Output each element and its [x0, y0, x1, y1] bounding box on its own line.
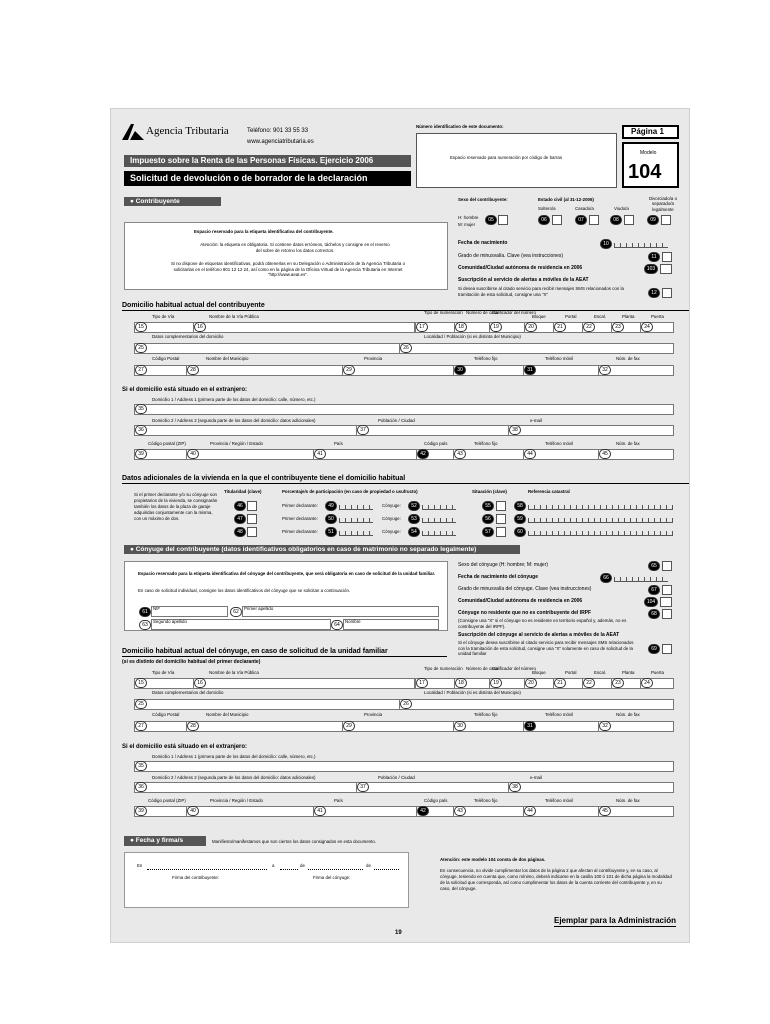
box-16: 16 — [194, 322, 206, 332]
field-26[interactable] — [399, 699, 674, 710]
municipio-label: Nombre del Municipio — [206, 712, 249, 717]
municipio-label: Nombre del Municipio — [206, 356, 249, 361]
field-35[interactable] — [134, 404, 674, 415]
primer-label-49: Primer declarante: — [282, 503, 318, 508]
box-49: 49 — [325, 501, 337, 511]
box-15: 15 — [135, 678, 147, 688]
situacion-input-56[interactable] — [496, 514, 506, 524]
conyuge-alertas-label: Suscripción del cónyuge al servicio de alertas a móviles de la AEAT — [458, 632, 620, 638]
dia-line[interactable] — [280, 869, 298, 870]
box-29: 29 — [343, 721, 355, 731]
prov-ext-label: Provincia / Región / Estado — [210, 441, 263, 446]
atencion-text: Atención: la etiqueta es obligatoria. Si contiene datos erróneos, táchelos y consigne en el reverso del sobre de retorno los datos correctos. — [200, 242, 390, 253]
box-103: 103 — [644, 264, 658, 274]
box-60: 60 — [514, 527, 526, 537]
cp-label: Código Postal — [152, 356, 180, 361]
field-25[interactable] — [134, 699, 400, 710]
box-35: 35 — [135, 404, 147, 414]
porcentaje-conyuge-52[interactable] — [422, 502, 456, 510]
domicilio-title: Domicilio habitual actual del contribuyente — [122, 302, 689, 311]
conyuge-sexo-label: Sexo del cónyuge (H: hombre; M: mujer) — [458, 562, 549, 568]
agency-name: Agencia Tributaria — [146, 125, 229, 137]
page-label: Página 1 — [631, 127, 664, 136]
referencia-label: Referencia catastral — [528, 489, 570, 494]
field-41[interactable] — [313, 806, 417, 817]
referencia-input-60[interactable] — [528, 528, 673, 536]
mujer-label: M: mujer — [458, 222, 476, 227]
box-58: 58 — [514, 501, 526, 511]
field-38[interactable] — [508, 425, 674, 436]
field-16[interactable] — [193, 678, 415, 689]
minusvalia-input[interactable] — [662, 252, 672, 262]
box-44: 44 — [524, 449, 536, 459]
referencia-input-58[interactable] — [528, 502, 673, 510]
box-23: 23 — [612, 678, 624, 688]
section-conyuge: ● Cónyuge del contribuyente (datos identificativos obligatorios en caso de matrimonio no separado legalmente) — [124, 545, 520, 554]
box-32: 32 — [599, 365, 611, 375]
cod-pais-label: Código país — [424, 441, 448, 446]
complementarios-label: Datos complementarios del domicilio — [152, 334, 224, 339]
primer-apellido-label: Primer apellido — [244, 606, 274, 611]
box-28: 28 — [187, 365, 199, 375]
situacion-input-55[interactable] — [496, 501, 506, 511]
box-24: 24 — [641, 322, 653, 332]
box-39: 39 — [135, 806, 147, 816]
box-57: 57 — [482, 527, 494, 537]
portal-label: Portal — [565, 670, 577, 675]
anio-line[interactable] — [374, 869, 399, 870]
field-26[interactable] — [399, 343, 674, 354]
fecha-en: En — [137, 863, 143, 868]
vivienda-title: Datos adicionales de la vivienda en la que el contribuyente tiene el domicilio habitual — [122, 475, 689, 484]
complementarios-label: Datos complementarios del domicilio — [152, 690, 224, 695]
field-36[interactable] — [134, 425, 357, 436]
box-51: 51 — [325, 527, 337, 537]
divorciado-checkbox[interactable] — [661, 215, 671, 225]
ejemplar-label: Ejemplar para la Administración — [554, 916, 676, 925]
viudo-label: Viudo/a — [614, 206, 629, 211]
email-label: e-mail — [530, 418, 542, 423]
hombre-label: H: hombre — [458, 215, 479, 220]
segundo-apellido-label: Segundo apellido — [153, 619, 187, 624]
conyuge-dom-title: Domicilio habitual actual del cónyuge, en caso de solicitud de la unidad familiar — [122, 648, 447, 657]
casado-checkbox[interactable] — [589, 215, 599, 225]
poblacion-label: Población / Ciudad — [378, 418, 415, 423]
puerta-label: Puerta — [651, 670, 664, 675]
box-63: 63 — [139, 620, 151, 630]
box-59: 59 — [514, 514, 526, 524]
conyuge-individual: En caso de solicitud individual, consigne los datos identificativos del cónyuge que se solicitan a continuación. — [138, 588, 351, 593]
no-residente-label: Cónyuge no residente que no es contribuyente del IRPF — [458, 610, 592, 616]
box-12: 12 — [648, 288, 660, 298]
numero-label: Número de casa — [466, 666, 499, 671]
fecha-a: a — [272, 863, 275, 868]
cod-pais-label: Código país — [424, 798, 448, 803]
conyuge-nacimiento-input[interactable] — [614, 574, 668, 582]
fecha-de2: de — [366, 863, 371, 868]
box-37: 37 — [357, 425, 369, 435]
section-contribuyente: ● Contribuyente — [124, 197, 221, 206]
sexo-label: Sexo del contribuyente: — [458, 197, 508, 202]
alertas-checkbox[interactable] — [662, 288, 672, 298]
box-16: 16 — [194, 678, 206, 688]
porcentaje-conyuge-53[interactable] — [422, 515, 456, 523]
box-42: 42 — [417, 806, 429, 816]
calif-label: Calificador del número — [492, 666, 536, 671]
puerta-label: Puerta — [651, 314, 664, 319]
doc-id-label: Número identificativo de este documento: — [416, 124, 504, 129]
titularidad-input-47[interactable] — [247, 514, 257, 524]
box-48: 48 — [234, 527, 246, 537]
box-18: 18 — [455, 678, 467, 688]
localidad-label: Localidad / Población (si es distinta del Municipio) — [424, 690, 521, 695]
primer-label-50: Primer declarante: — [282, 516, 318, 521]
conyuge-label-54: Cónyuge: — [382, 529, 401, 534]
viudo-checkbox[interactable] — [624, 215, 634, 225]
box-24: 24 — [641, 678, 653, 688]
fax-label: Núm. de fax — [616, 712, 640, 717]
box-30: 30 — [454, 721, 466, 731]
titularidad-input-46[interactable] — [247, 501, 257, 511]
box-10: 10 — [600, 239, 612, 249]
box-05: 05 — [485, 215, 497, 225]
box-26: 26 — [400, 699, 412, 709]
box-20: 20 — [525, 678, 537, 688]
box-35: 35 — [135, 761, 147, 771]
box-52: 52 — [408, 501, 420, 511]
conyuge-minusvalia-input[interactable] — [662, 585, 672, 595]
box-38: 38 — [509, 782, 521, 792]
box-20: 20 — [525, 322, 537, 332]
agency-web: www.agenciatributaria.es — [247, 139, 314, 145]
tipo-num-label: Tipo de numeración — [424, 310, 463, 315]
nombre-via-label: Nombre de la Vía Pública — [209, 314, 259, 319]
title-solicitud: Solicitud de devolución o de borrador de la declaración — [124, 171, 411, 186]
box-40: 40 — [187, 449, 199, 459]
box-19: 19 — [490, 678, 502, 688]
box-69: 69 — [648, 644, 660, 654]
nacimiento-input[interactable] — [614, 240, 668, 248]
box-15: 15 — [135, 322, 147, 332]
sexo-input[interactable] — [498, 215, 508, 225]
field-16[interactable] — [193, 322, 415, 333]
box-54: 54 — [408, 527, 420, 537]
conyuge-dom-sub: (si es distinto del domicilio habitual del primer declarante) — [122, 659, 261, 665]
dom1-label: Domicilio 1 / Address 1 (primera parte de los datos del domicilio: calle, número, etc.) — [152, 397, 316, 402]
field-25[interactable] — [134, 343, 400, 354]
section-contribuyente-label: Contribuyente — [135, 198, 180, 205]
tel-movil-ext-label: Teléfono móvil — [545, 441, 574, 446]
numero-label: Número de casa — [466, 310, 499, 315]
box-31: 31 — [524, 365, 536, 375]
vivienda-intro: Si el primer declarante y/o su cónyuge son propietarios de la vivienda, se consignarán también los datos de la plaza de garaje adquiridas conjuntamente con la misma, con un máximo de dos. — [134, 492, 218, 521]
box-23: 23 — [612, 322, 624, 332]
calif-label: Calificador del número — [492, 310, 536, 315]
box-41: 41 — [314, 449, 326, 459]
box-67: 67 — [648, 585, 660, 595]
alertas-text: Si desea suscribirse al citado servicio para recibir mensajes SMS relacionados con la tramitación de esta solicitud, consigne una "X" — [458, 286, 624, 297]
box-11: 11 — [648, 252, 660, 262]
dom2-label: Domicilio 2 / Address 2 (segunda parte de los datos del domicilio: datos adicionales) — [152, 418, 316, 423]
porcentaje-primer-50[interactable] — [339, 515, 373, 523]
conyuge-label-52: Cónyuge: — [382, 503, 401, 508]
firma-conyuge: Firma del cónyuge: — [313, 875, 351, 880]
box-68: 68 — [648, 609, 660, 619]
escal-label: Escal. — [594, 314, 606, 319]
box-08: 08 — [610, 215, 622, 225]
field-37[interactable] — [356, 782, 509, 793]
titularidad-input-48[interactable] — [247, 527, 257, 537]
porcentaje-label: Porcentaje/s de participación (en caso de propiedad o usufructo) — [282, 489, 418, 494]
barcode-area — [416, 133, 617, 188]
conyuge-sexo-input[interactable] — [662, 561, 672, 571]
alertas-label: Suscripción al servicio de alertas a móviles de la AEAT — [458, 277, 589, 283]
field-28[interactable] — [186, 365, 343, 376]
casado-label: Casado/a — [575, 206, 594, 211]
section-conyuge-label: Cónyuge del contribuyente (datos identificativos obligatorios en caso de matrimonio no separado legalmente) — [135, 546, 477, 553]
box-43: 43 — [454, 449, 466, 459]
conyuge-nacimiento-label: Fecha de nacimiento del cónyuge — [458, 574, 539, 580]
provincia-label: Provincia — [364, 356, 383, 361]
tipo-via-label: Tipo de Vía — [152, 314, 175, 319]
nacimiento-label: Fecha de nacimiento — [458, 240, 508, 246]
pais-label: País — [334, 441, 343, 446]
box-62: 62 — [230, 607, 242, 617]
nombre-label: Nombre — [345, 619, 361, 624]
field-28[interactable] — [186, 721, 343, 732]
situacion-label: Situación (clave) — [472, 489, 507, 494]
planta-label: Planta — [622, 314, 635, 319]
box-36: 36 — [135, 782, 147, 792]
box-07: 07 — [575, 215, 587, 225]
box-104: 104 — [644, 597, 658, 607]
porcentaje-conyuge-54[interactable] — [422, 528, 456, 536]
localidad-label: Localidad / Población (si es distinta del Municipio) — [424, 334, 521, 339]
box-45: 45 — [599, 449, 611, 459]
box-18: 18 — [455, 322, 467, 332]
field-40[interactable] — [186, 449, 314, 460]
box-44: 44 — [524, 806, 536, 816]
escal-label: Escal. — [594, 670, 606, 675]
box-36: 36 — [135, 425, 147, 435]
manifiesto: Manifiesto/manifestamos que son ciertos los datos consignados en esta documento. — [212, 839, 377, 844]
box-40: 40 — [187, 806, 199, 816]
tipo-via-label: Tipo de Vía — [152, 670, 175, 675]
box-31: 31 — [524, 721, 536, 731]
planta-label: Planta — [622, 670, 635, 675]
no-dispone-text: Si no dispone de etiquetas identificativas, podrá obtenerlas en su Delegación o Administración de la Agencia Tributaria o solicitarlas en el teléfono 901 12 12 24, así como en la página de la Oficina Virtual de la Agencia Tributaria en Internet "http://www.aeat.es". — [170, 261, 406, 278]
box-21: 21 — [554, 322, 566, 332]
box-27: 27 — [135, 365, 147, 375]
box-17: 17 — [416, 678, 428, 688]
bloque-label: Bloque — [532, 314, 546, 319]
modelo-number: 104 — [628, 161, 662, 183]
porcentaje-primer-49[interactable] — [339, 502, 373, 510]
soltero-label: Soltero/a — [538, 206, 556, 211]
box-50: 50 — [325, 514, 337, 524]
box-66: 66 — [600, 573, 612, 583]
prov-ext-label: Provincia / Región / Estado — [210, 798, 263, 803]
fecha-de1: de — [300, 863, 305, 868]
titularidad-label: Titularidad (clave) — [224, 489, 262, 494]
dom2-label: Domicilio 2 / Address 2 (segunda parte de los datos del domicilio: datos adicionales) — [152, 775, 316, 780]
lugar-line[interactable] — [147, 869, 267, 870]
referencia-input-59[interactable] — [528, 515, 673, 523]
portal-label: Portal — [565, 314, 577, 319]
box-42: 42 — [417, 449, 429, 459]
agency-logo-icon — [122, 124, 144, 140]
field-29[interactable] — [342, 721, 454, 732]
conyuge-comunidad-label: Comunidad/Ciudad autónoma de residencia en 2006 — [458, 598, 583, 604]
section-fecha-label: Fecha y firma/s — [135, 837, 184, 844]
box-61: 61 — [139, 607, 151, 617]
dom1-label: Domicilio 1 / Address 1 (primera parte de los datos del domicilio: calle, número, etc.) — [152, 754, 316, 759]
field-40[interactable] — [186, 806, 314, 817]
atencion-title: Atención: este modelo 104 consta de dos páginas. — [440, 857, 546, 862]
agency-phone: Teléfono: 901 33 55 33 — [247, 128, 309, 134]
tel-fijo-ext-label: Teléfono fijo — [474, 798, 498, 803]
fax-label: Núm. de fax — [616, 356, 640, 361]
page-number: 19 — [395, 930, 402, 936]
nif-field[interactable] — [151, 606, 228, 617]
box-21: 21 — [554, 678, 566, 688]
nombre-via-label: Nombre de la Vía Pública — [209, 670, 259, 675]
box-06: 06 — [538, 215, 550, 225]
title-irpf: Impuesto sobre la Renta de las Personas Físicas. Ejercicio 2006 — [124, 155, 411, 167]
conyuge-alertas-text: Si el cónyuge desea suscribirse al citado servicio para recibir mensajes SMS relacionados con la tramitación de esta solicitud, consigne una "X" solamente en caso de solicitud de la unidad familiar — [458, 640, 634, 657]
field-41[interactable] — [313, 449, 417, 460]
email-label: e-mail — [530, 775, 542, 780]
poblacion-label: Población / Ciudad — [378, 775, 415, 780]
soltero-checkbox[interactable] — [552, 215, 562, 225]
reserved-title: Espacio reservado para la etiqueta identificativa del contribuyente. — [194, 229, 334, 234]
pais-label: País — [334, 798, 343, 803]
fax-ext-label: Núm. de fax — [616, 441, 640, 446]
box-43: 43 — [454, 806, 466, 816]
box-65: 65 — [648, 561, 660, 571]
tel-fijo-label: Teléfono fijo — [474, 712, 498, 717]
minusvalia-label: Grado de minusvalía. Clave (vea instrucciones) — [458, 253, 564, 259]
box-47: 47 — [234, 514, 246, 524]
field-37[interactable] — [356, 425, 509, 436]
box-38: 38 — [509, 425, 521, 435]
nif-label: NIF — [153, 606, 161, 611]
field-38[interactable] — [508, 782, 674, 793]
no-residente-checkbox[interactable] — [662, 609, 672, 619]
box-46: 46 — [234, 501, 246, 511]
cp-zip-label: Código postal (ZIP) — [148, 798, 186, 803]
estado-civil-label: Estado civil (al 31-12-2006) — [538, 197, 594, 202]
box-28: 28 — [187, 721, 199, 731]
tel-fijo-label: Teléfono fijo — [474, 356, 498, 361]
porcentaje-primer-51[interactable] — [339, 528, 373, 536]
section-fecha: ● Fecha y firma/s — [124, 836, 206, 846]
extranjero-title: Si el domicilio está situado en el extranjero: — [122, 387, 248, 393]
box-53: 53 — [408, 514, 420, 524]
tel-movil-label: Teléfono móvil — [545, 712, 574, 717]
field-35[interactable] — [134, 761, 674, 772]
box-29: 29 — [343, 365, 355, 375]
conyuge-reserved: Espacio reservado para la etiqueta identificativa del cónyuge del contribuyente, que será obligatoria en caso de solicitud de la unidad familiar. — [138, 571, 436, 576]
box-19: 19 — [490, 322, 502, 332]
firma-contribuyente: Firma del contribuyente: — [172, 875, 220, 880]
conyuge-alertas-checkbox[interactable] — [662, 644, 672, 654]
no-residente-text: (Consigne una "X" si el cónyuge no es residente en territorio español y, además, no es contribuyente del IRPF). — [458, 618, 627, 629]
box-37: 37 — [357, 782, 369, 792]
comunidad-label: Comunidad/Ciudad autónoma de residencia en 2006 — [458, 265, 583, 271]
box-64: 64 — [331, 620, 343, 630]
box-55: 55 — [482, 501, 494, 511]
cp-label: Código Postal — [152, 712, 180, 717]
fax-ext-label: Núm. de fax — [616, 798, 640, 803]
situacion-input-57[interactable] — [496, 527, 506, 537]
atencion-body: En consecuencia, no olvide cumplimentar los datos de la página 2 que afectan al contribuyente y, en su caso, al cónyuge, teniendo en cuenta que, como mínimo, deberá indicarse en la casilla 100 ó 101 de dicha página la modalidad de la solicitud que corresponda, así como cumplimentar los datos de la cuenta corriente del contribuyente y, en su caso, del cónyuge. — [440, 868, 672, 891]
divorciado-label: Divorciado/a o separado/a legalmente — [648, 196, 678, 212]
tel-movil-label: Teléfono móvil — [545, 356, 574, 361]
tel-movil-ext-label: Teléfono móvil — [545, 798, 574, 803]
box-22: 22 — [583, 678, 595, 688]
conyuge-minusvalia-label: Grado de minusvalía del cónyuge. Clave (vea instrucciones) — [458, 586, 592, 592]
box-25: 25 — [135, 699, 147, 709]
tel-fijo-ext-label: Teléfono fijo — [474, 441, 498, 446]
conyuge-extranjero-title: Si el domicilio está situado en el extranjero: — [122, 744, 248, 750]
field-29[interactable] — [342, 365, 454, 376]
box-32: 32 — [599, 721, 611, 731]
box-26: 26 — [400, 343, 412, 353]
provincia-label: Provincia — [364, 712, 383, 717]
box-09: 09 — [647, 215, 659, 225]
barcode-reserved-text: Espacio reservado para numeración por código de barras — [450, 155, 563, 160]
primer-label-51: Primer declarante: — [282, 529, 318, 534]
modelo-label: Modelo — [640, 150, 657, 156]
box-41: 41 — [314, 806, 326, 816]
conyuge-label-53: Cónyuge: — [382, 516, 401, 521]
box-25: 25 — [135, 343, 147, 353]
box-17: 17 — [416, 322, 428, 332]
tipo-num-label: Tipo de numeración — [424, 666, 463, 671]
box-45: 45 — [599, 806, 611, 816]
comunidad-input[interactable] — [660, 264, 672, 274]
box-56: 56 — [482, 514, 494, 524]
box-30: 30 — [454, 365, 466, 375]
field-36[interactable] — [134, 782, 357, 793]
box-22: 22 — [583, 322, 595, 332]
box-39: 39 — [135, 449, 147, 459]
box-27: 27 — [135, 721, 147, 731]
mes-line[interactable] — [308, 869, 363, 870]
signature-box — [124, 852, 409, 908]
bloque-label: Bloque — [532, 670, 546, 675]
conyuge-comunidad-input[interactable] — [660, 597, 672, 607]
cp-zip-label: Código postal (ZIP) — [148, 441, 186, 446]
